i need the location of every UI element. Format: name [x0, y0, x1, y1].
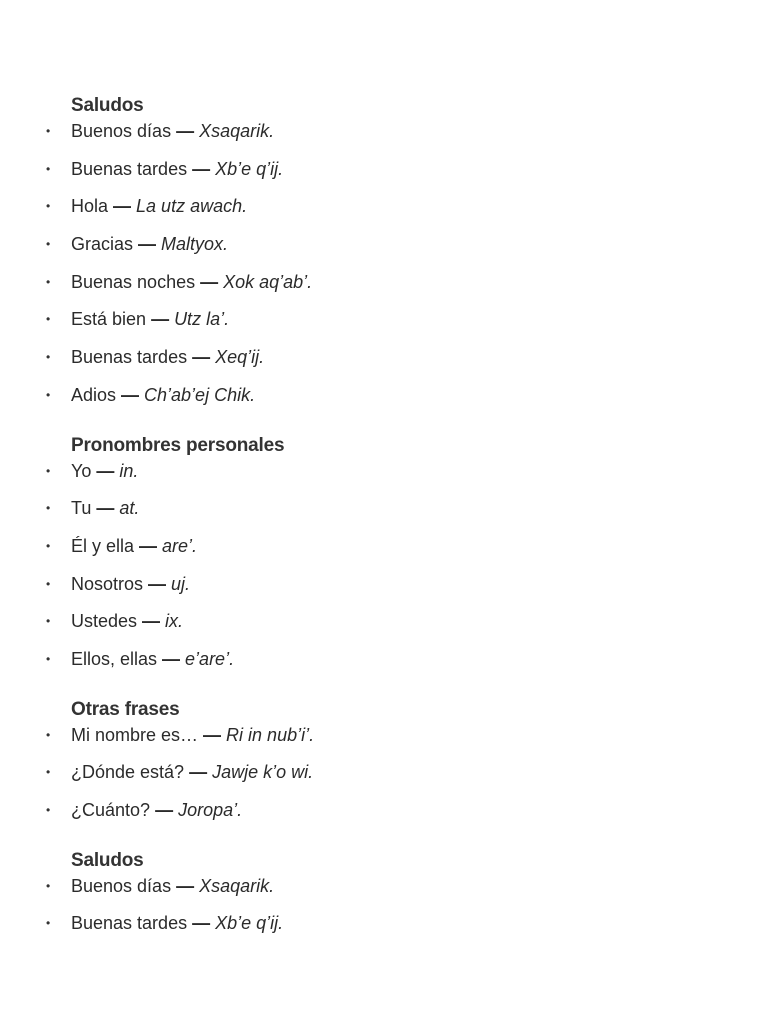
bullet-icon: • [46, 199, 51, 214]
kiche-phrase: ix. [165, 611, 184, 632]
kiche-phrase: in. [119, 460, 139, 481]
spanish-phrase: Adios [71, 384, 117, 405]
list-item [0, 874, 768, 912]
bullet-icon: • [46, 387, 51, 402]
spanish-phrase: ¿Dónde está? [71, 762, 185, 783]
list-item [0, 572, 768, 610]
kiche-phrase: Ch’ab’ej Chik. [144, 384, 256, 405]
phrase-list [0, 459, 768, 685]
list-item [0, 270, 768, 308]
separator: — [139, 535, 158, 556]
bullet-icon: • [46, 916, 51, 931]
kiche-phrase: uj. [171, 573, 191, 594]
spanish-phrase: Nosotros [71, 573, 144, 594]
spanish-phrase: Buenas tardes [71, 158, 188, 179]
list-item [0, 307, 768, 345]
separator: — [192, 913, 211, 934]
separator: — [142, 611, 161, 632]
document-body [0, 93, 768, 949]
bullet-icon: • [46, 312, 51, 327]
spanish-phrase: Está bien [71, 309, 147, 330]
bullet-icon: • [46, 765, 51, 780]
list-item [0, 383, 768, 421]
kiche-phrase: Xsaqarik. [199, 121, 275, 141]
list-item [0, 119, 768, 157]
spanish-phrase: Buenos días [71, 121, 172, 141]
spanish-phrase: Él y ella [71, 535, 135, 556]
phrase-list [0, 874, 768, 949]
list-item [0, 496, 768, 534]
section-otras-frases [0, 697, 768, 836]
spanish-phrase: Buenas noches [71, 271, 196, 292]
list-item [0, 345, 768, 383]
section-pronombres [0, 433, 768, 685]
spanish-phrase: Ustedes [71, 611, 138, 632]
spanish-phrase: Ellos, ellas [71, 648, 158, 669]
spanish-phrase: Mi nombre es… [71, 724, 199, 745]
bullet-icon: • [46, 274, 51, 289]
separator: — [121, 384, 140, 405]
bullet-icon: • [46, 463, 51, 478]
bullet-icon: • [46, 538, 51, 553]
separator: — [148, 573, 167, 594]
spanish-phrase: Yo [71, 460, 92, 481]
list-item [0, 459, 768, 497]
list-item [0, 534, 768, 572]
bullet-icon: • [46, 124, 51, 138]
separator: — [151, 309, 170, 330]
bullet-icon: • [46, 878, 51, 893]
list-item [0, 760, 768, 798]
section-title: Pronombres personales [71, 434, 285, 456]
section-title: Saludos [71, 849, 144, 871]
kiche-phrase: Xb’e q’ij. [215, 158, 284, 179]
bullet-icon: • [46, 576, 51, 591]
spanish-phrase: Gracias [71, 234, 134, 255]
list-item [0, 723, 768, 761]
bullet-icon: • [46, 501, 51, 516]
separator: — [96, 460, 115, 481]
section-saludos-repeat [0, 848, 768, 949]
list-item [0, 157, 768, 195]
separator: — [176, 875, 195, 896]
phrase-list [0, 723, 768, 836]
list-item [0, 647, 768, 685]
separator: — [155, 800, 174, 820]
separator: — [189, 762, 208, 783]
list-item [0, 798, 768, 836]
spanish-phrase: Tu [71, 498, 92, 519]
bullet-icon: • [46, 614, 51, 629]
spanish-phrase: ¿Cuánto? [71, 800, 151, 820]
kiche-phrase: La utz awach. [136, 196, 248, 217]
separator: — [192, 347, 211, 368]
bullet-icon: • [46, 161, 51, 176]
separator: — [162, 648, 181, 669]
list-item [0, 911, 768, 949]
separator: — [200, 271, 219, 292]
spanish-phrase: Hola [71, 196, 109, 217]
bullet-icon: • [46, 237, 51, 252]
list-item [0, 232, 768, 270]
kiche-phrase: Ri in nub’i’. [226, 724, 315, 745]
separator: — [113, 196, 132, 217]
bullet-icon: • [46, 727, 51, 742]
phrase-list [0, 119, 768, 421]
kiche-phrase: Xb’e q’ij. [215, 913, 284, 934]
spanish-phrase: Buenos días [71, 875, 172, 896]
kiche-phrase: are’. [162, 535, 198, 556]
kiche-phrase: Utz la’. [174, 309, 230, 330]
kiche-phrase: Xok aq’ab’. [223, 271, 313, 292]
spanish-phrase: Buenas tardes [71, 347, 188, 368]
separator: — [192, 158, 211, 179]
kiche-phrase: Xsaqarik. [199, 875, 275, 896]
kiche-phrase: e’are’. [185, 648, 235, 669]
separator: — [138, 234, 157, 255]
separator: — [203, 724, 222, 745]
list-item [0, 609, 768, 647]
kiche-phrase: at. [119, 498, 140, 519]
separator: — [96, 498, 115, 519]
kiche-phrase: Xeq’ij. [215, 347, 265, 368]
spanish-phrase: Buenas tardes [71, 913, 188, 934]
kiche-phrase: Joropa’. [178, 800, 243, 820]
separator: — [176, 121, 195, 141]
section-title: Otras frases [71, 698, 180, 720]
section-saludos [0, 93, 768, 421]
kiche-phrase: Maltyox. [161, 234, 229, 255]
bullet-icon: • [46, 651, 51, 666]
bullet-icon: • [46, 350, 51, 365]
bullet-icon: • [46, 803, 51, 817]
section-title: Saludos [71, 95, 144, 116]
kiche-phrase: Jawje k’o wi. [212, 762, 314, 783]
list-item [0, 194, 768, 232]
